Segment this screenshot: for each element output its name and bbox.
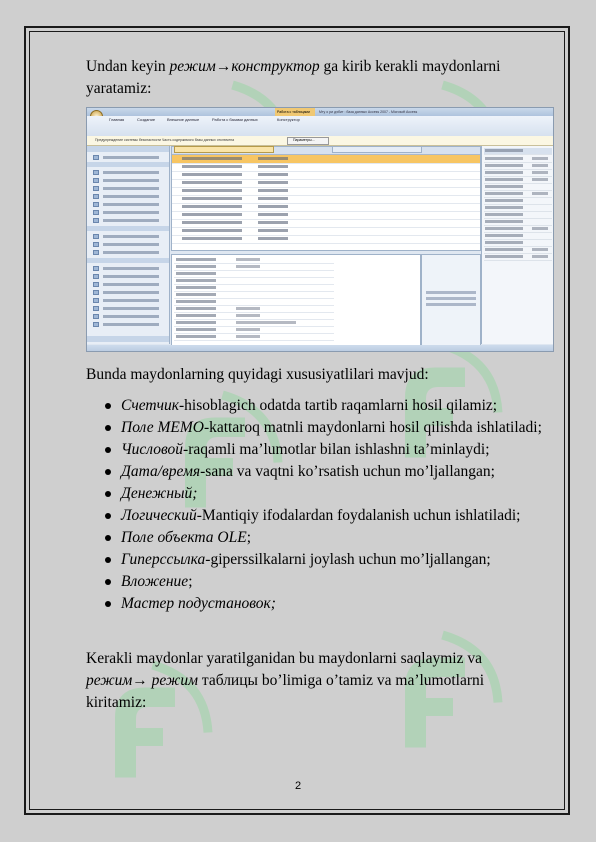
status-bar [87, 345, 553, 352]
prop-row [174, 292, 334, 299]
feature-term: Поле МЕМО [121, 419, 204, 436]
grid-tab [332, 146, 422, 153]
feature-term: Счетчик [121, 397, 179, 414]
nav-item [93, 289, 167, 296]
nav-item [93, 273, 167, 280]
prop-row [174, 313, 334, 320]
feature-desc: ; [188, 573, 193, 590]
intro-text: Undan keyin [86, 58, 170, 75]
list-item [86, 483, 546, 505]
intro-italic: режим→конструктор [169, 58, 320, 75]
list-item [86, 439, 546, 461]
sheet-row [484, 247, 552, 254]
prop-row [174, 320, 334, 327]
list-item [86, 571, 546, 593]
grid-row [172, 235, 480, 244]
field-properties [171, 254, 421, 348]
feature-term: Вложение [121, 573, 189, 590]
sheet-row [484, 212, 552, 219]
sheet-row [484, 233, 552, 240]
sheet-row [484, 240, 552, 247]
prop-row [174, 257, 334, 264]
sheet-row [484, 156, 552, 163]
prop-row [174, 271, 334, 278]
intro-paragraph [86, 56, 526, 100]
prop-row [174, 285, 334, 292]
ribbon-tab: Внешние данные [167, 117, 200, 122]
nav-header [87, 146, 169, 152]
feature-term: Поле объекта OLE [121, 529, 247, 546]
navigation-pane [87, 146, 170, 344]
nav-item [93, 193, 167, 200]
ribbon [87, 116, 553, 137]
feature-term: Мастер подустановок; [121, 595, 276, 612]
feature-desc: -kattaroq matnli maydonlarni hosil qilishda ishlatiladi; [203, 419, 542, 436]
feature-desc: -sana va vaqtni ko’rsatish uchun mo’ljallangan; [200, 463, 495, 480]
feature-term: Числовой [121, 441, 184, 458]
sheet-row [484, 198, 552, 205]
feature-desc: ; [246, 529, 251, 546]
ribbon-tab: Работа с базами данных [212, 117, 258, 122]
security-button-label: Параметры... [293, 138, 315, 142]
security-bar [87, 136, 553, 146]
security-text: Предупреждение системы безопасности Часть содержимого базы данных отключена [95, 138, 235, 142]
ribbon-tab: Создание [137, 117, 156, 122]
nav-group-header [87, 258, 169, 263]
screenshot-titlebar [87, 108, 553, 116]
nav-item [93, 177, 167, 184]
sheet-row [484, 163, 552, 170]
nav-item [93, 281, 167, 288]
nav-item [93, 209, 167, 216]
nav-item [93, 201, 167, 208]
property-hint [421, 254, 481, 348]
nav-item [93, 169, 167, 176]
closing-italic: режим→ режим [86, 672, 198, 689]
closing-text: Kerakli maydonlar yaratilganidan bu maydonlarni saqlaymiz va [86, 650, 482, 667]
sheet-row [484, 177, 552, 184]
sheet-row [484, 205, 552, 212]
page-number: 2 [294, 780, 302, 792]
list-item [86, 461, 546, 483]
nav-item [93, 297, 167, 304]
nav-item [93, 313, 167, 320]
ribbon-tab: Главная [109, 117, 125, 122]
nav-item [93, 241, 167, 248]
feature-desc: -giperssilkalarni joylash uchun mo’ljallangan; [205, 551, 491, 568]
prop-row [174, 278, 334, 285]
list-item [86, 527, 546, 549]
feature-term: Гиперссылка [121, 551, 206, 568]
nav-item [93, 305, 167, 312]
sheet-row [484, 148, 552, 155]
closing-text: kiritamiz: [86, 694, 147, 711]
list-item [86, 505, 546, 527]
prop-row [174, 299, 334, 306]
sheet-row [484, 191, 552, 198]
nav-footer [87, 336, 169, 342]
list-item [86, 417, 546, 439]
sheet-row [484, 254, 552, 261]
property-sheet [481, 146, 554, 344]
list-item [86, 395, 546, 417]
screenshot-title: Мту о ри дэбит : база данных Access 2007 - Microsoft Access [319, 110, 418, 114]
nav-item [93, 265, 167, 272]
sheet-row [484, 219, 552, 226]
access-screenshot [86, 107, 554, 352]
ribbon-tab: Конструктор [277, 117, 300, 122]
feature-desc: -raqamli ma’lumotlar bilan ishlashni ta’minlaydi; [183, 441, 490, 458]
closing-paragraph [86, 648, 526, 714]
intro-text-end: ga kirib kerakli maydonlarni yaratamiz: [86, 58, 501, 97]
nav-group-header [87, 226, 169, 231]
nav-group-header [87, 162, 169, 167]
list-item [86, 549, 546, 571]
prop-row [174, 334, 334, 341]
sheet-row [484, 226, 552, 233]
prop-row [174, 327, 334, 334]
feature-desc: -hisoblagich odatda tartib raqamlarni hosil qilamiz; [179, 397, 498, 414]
grid-tab [174, 146, 274, 153]
section-heading: Bunda maydonlarning quyidagi xususiyatlilari mavjud: [86, 366, 429, 383]
feature-term: Денежный; [121, 485, 198, 502]
nav-item [93, 185, 167, 192]
feature-list [86, 395, 546, 615]
nav-item [93, 154, 167, 161]
feature-term: Дата/время [121, 463, 201, 480]
prop-row [174, 306, 334, 313]
closing-text: таблицы bo’limiga o’tamiz va ma’lumotlarni [197, 672, 485, 689]
sheet-row [484, 184, 552, 191]
sheet-row [484, 170, 552, 177]
nav-item [93, 249, 167, 256]
feature-term: Логический [121, 507, 197, 524]
nav-item [93, 233, 167, 240]
feature-desc: -Mantiqiy ifodalardan foydalanish uchun ishlatiladi; [196, 507, 521, 524]
context-tab-label: Работа с таблицами [277, 110, 310, 114]
list-item [86, 593, 546, 615]
design-grid [171, 146, 481, 251]
nav-item [93, 217, 167, 224]
prop-row [174, 264, 334, 271]
nav-item [93, 321, 167, 328]
